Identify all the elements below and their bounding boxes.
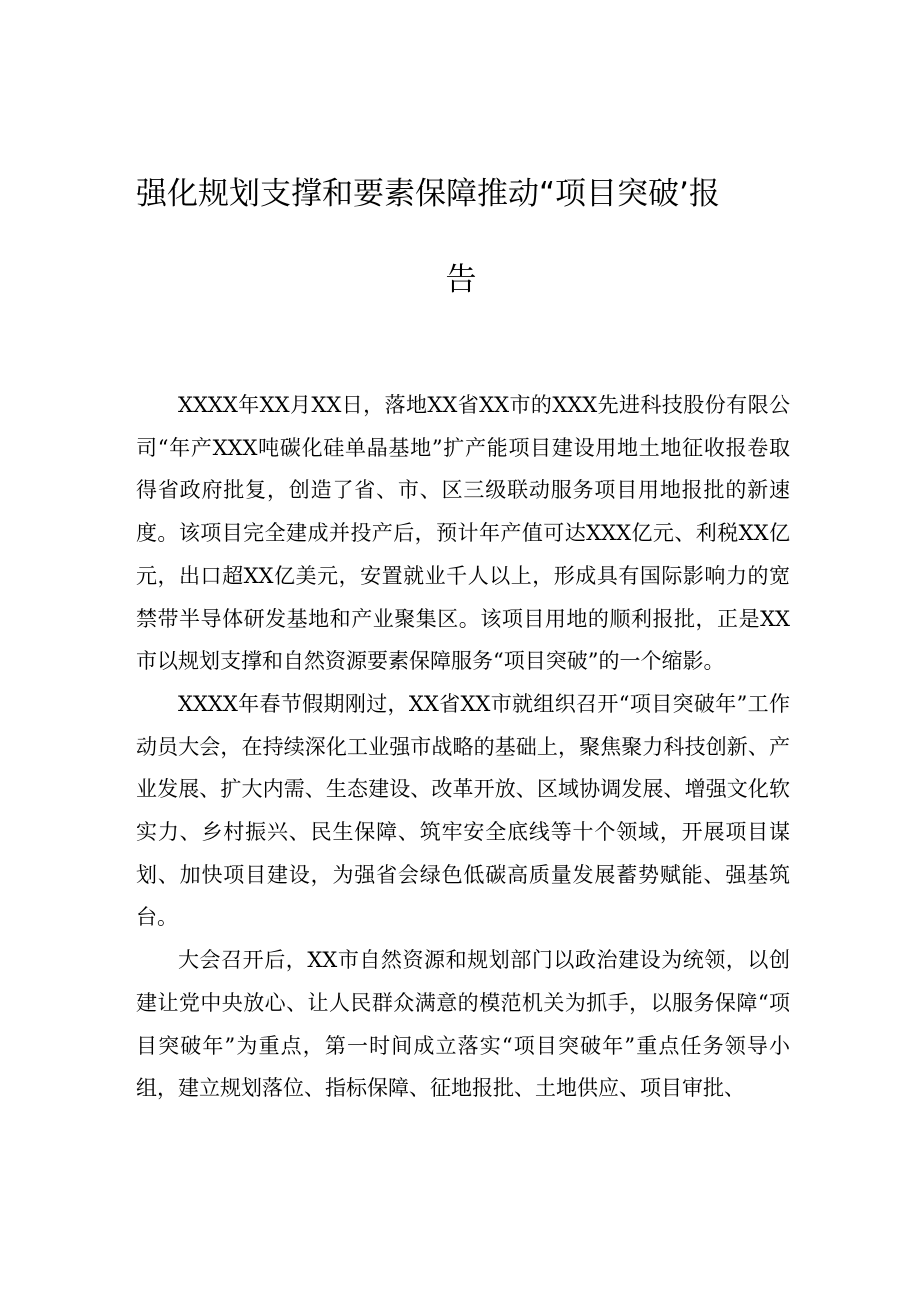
document-title-line-1: 强化规划支撑和要素保障推动“项目突破’报 bbox=[136, 176, 720, 212]
paragraph-2: XXXX年春节假期刚过，XX省XX市就组织召开“项目突破年”工作动员大会，在持续深化工业强市战略的基础上，聚焦聚力科技创新、产业发展、扩大内需、生态建设、改革开放、区域协调发展、增强文化软实力、乡村振兴、民生保障、筑牢安全底线等十个领域，开展项目谋划、加快项目建设，为强省会绿色低碳高质量发展蓄势赋能、强基筑台。 bbox=[136, 691, 790, 930]
paragraph-3: 大会召开后，XX市自然资源和规划部门以政治建设为统领，以创建让党中央放心、让人民群众满意的模范机关为抓手，以服务保障“项目突破年”为重点，第一时间成立落实“项目突破年”重点任务领导小组，建立规划落位、指标保障、征地报批、土地供应、项目审批、 bbox=[136, 948, 790, 1101]
paragraph-1: XXXX年XX月XX日，落地XX省XX市的XXX先进科技股份有限公司“年产XXX吨碳化硅单晶基地”扩产能项目建设用地土地征收报卷取得省政府批复，创造了省、市、区三级联动服务项目用地报批的新速度。该项目完全建成并投产后，预计年产值可达XXX亿元、利税XX亿元，出口超XX亿美元，安置就业千人以上，形成具有国际影响力的宽禁带半导体研发基地和产业聚集区。该项目用地的顺利报批，正是XX市以规划支撑和自然资源要素保障服务“项目突破”的一个缩影。 bbox=[136, 393, 790, 674]
document-title-line-2: 告 bbox=[445, 262, 477, 298]
document-body bbox=[136, 384, 790, 1110]
